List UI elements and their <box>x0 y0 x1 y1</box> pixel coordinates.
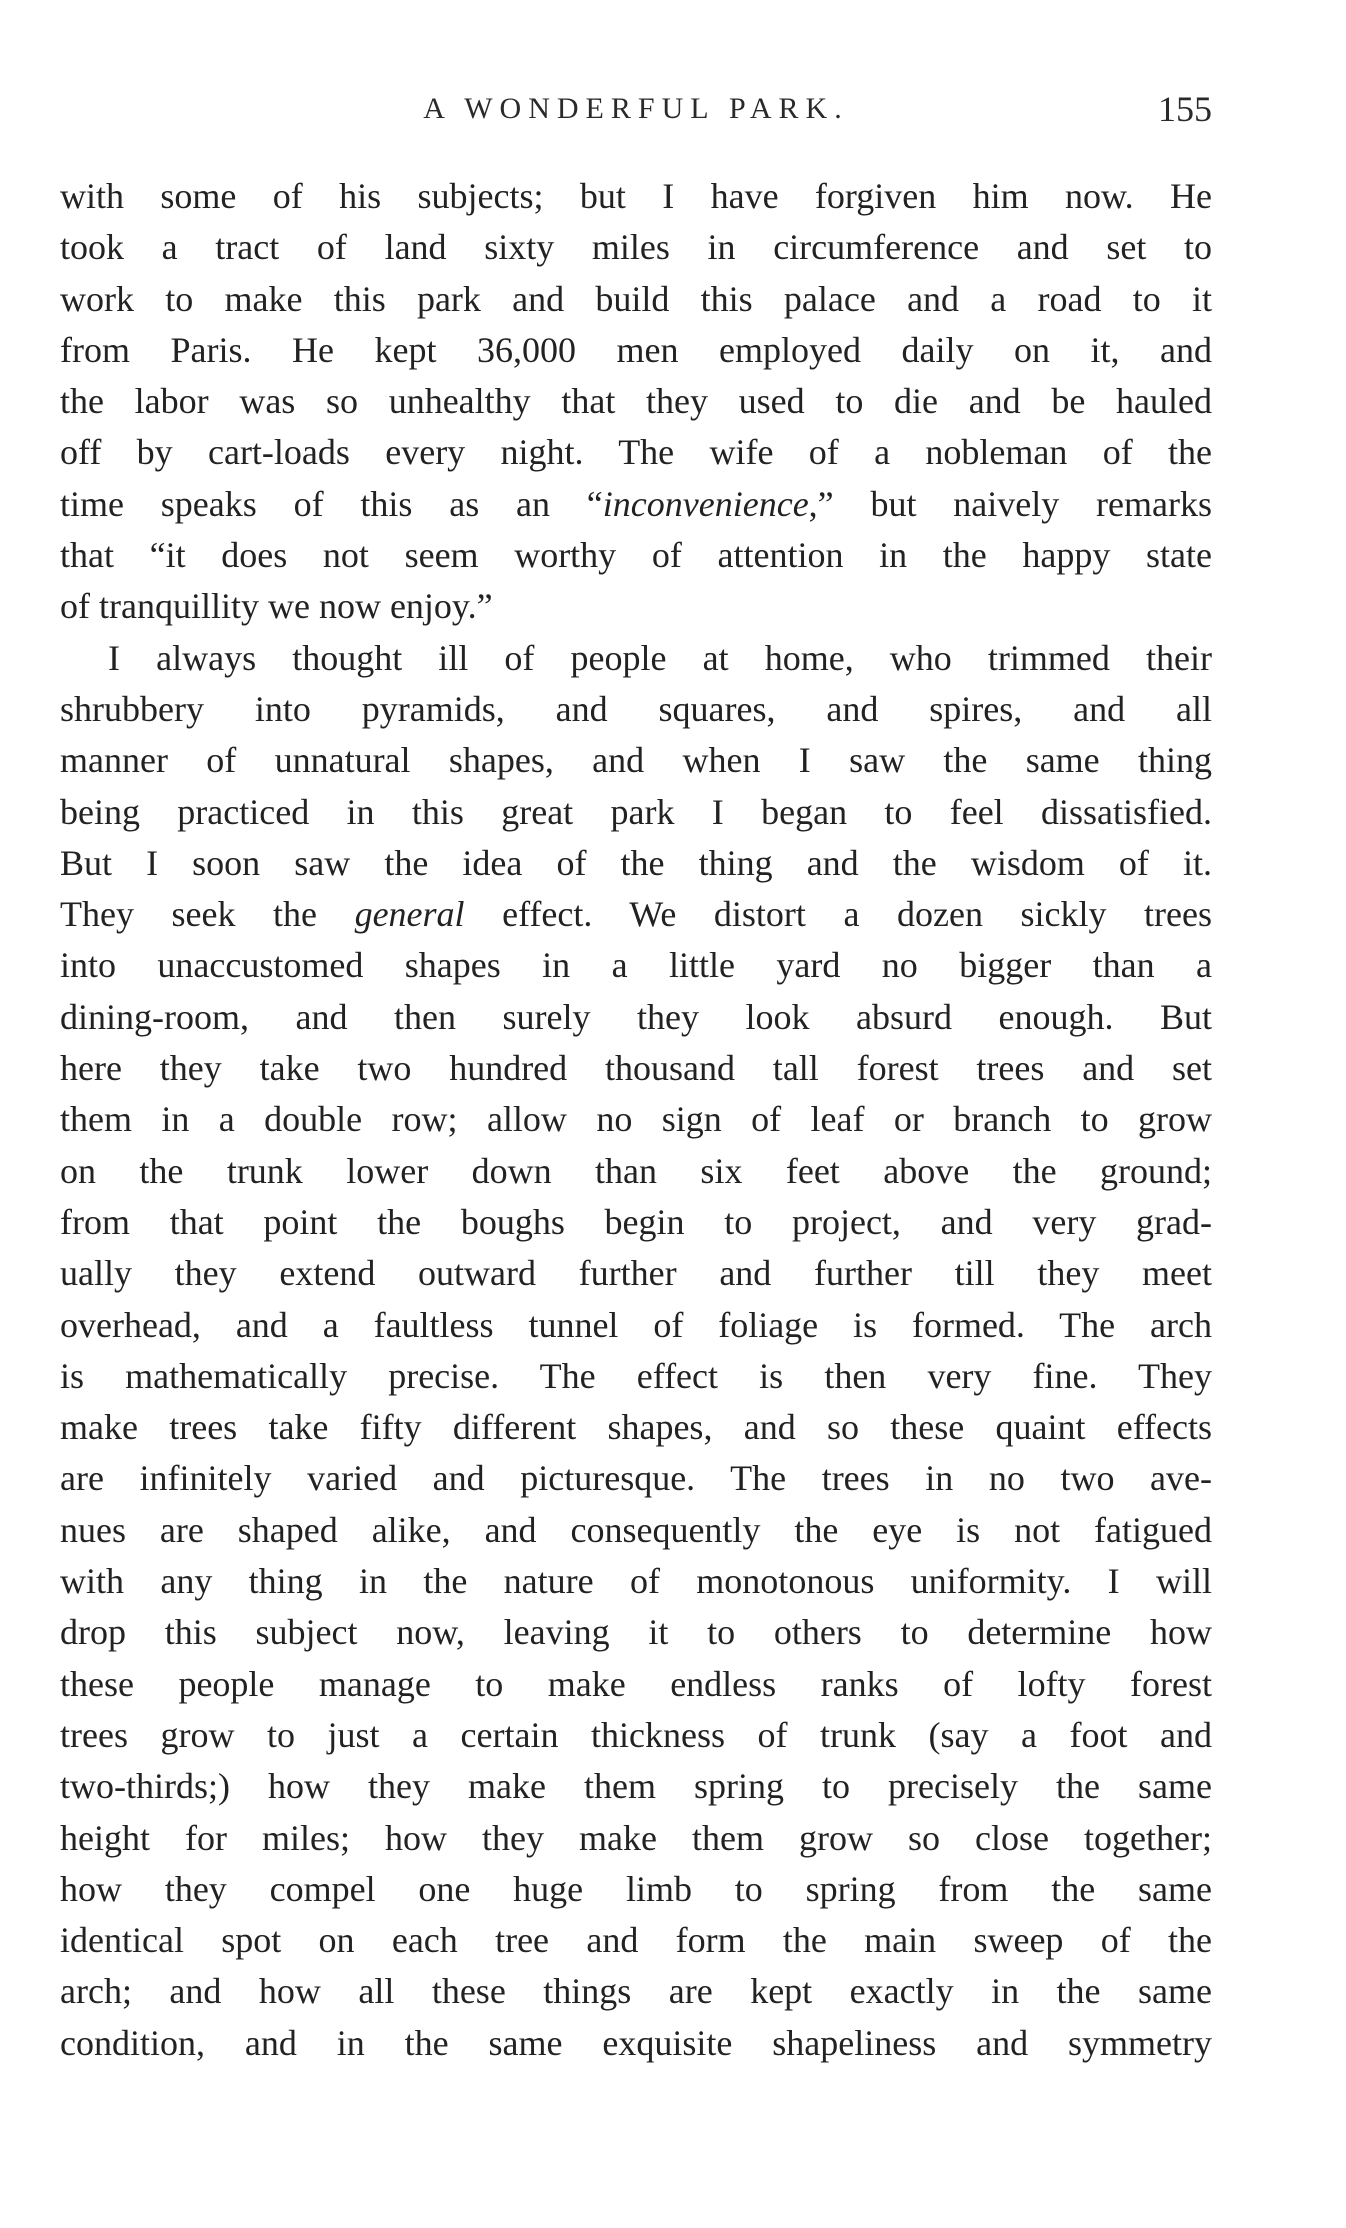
text-line: But I soon saw the idea of the thing and the wisdom of it. <box>60 842 1212 883</box>
text-line: make trees take fifty different shapes, and so these quaint effects <box>60 1407 1212 1448</box>
text-line: overhead, and a faultless tunnel of foliage is formed. The arch <box>60 1304 1212 1345</box>
paragraph-start-line: I always thought ill of people at home, who trimmed their <box>108 637 1212 678</box>
text-line: manner of unnatural shapes, and when I saw the same thing <box>60 740 1212 781</box>
text-line: into unaccustomed shapes in a little yard no bigger than a <box>60 945 1212 986</box>
text-line: here they take two hundred thousand tall forest trees and set <box>60 1048 1212 1089</box>
text-line: trees grow to just a certain thickness of trunk (say a foot and <box>60 1714 1212 1755</box>
text-segment: ,” but naively remarks <box>808 483 1212 524</box>
text-line: height for miles; how they make them grow so close together; <box>60 1817 1212 1858</box>
text-line <box>60 479 1212 530</box>
running-title: A WONDERFUL PARK. <box>423 92 849 125</box>
text-segment: time speaks of this as an “ <box>60 483 603 524</box>
text-line: off by cart-loads every night. The wife of a nobleman of the <box>60 432 1212 473</box>
text-line: identical spot on each tree and form the main sweep of the <box>60 1920 1212 1961</box>
italic-text: inconvenience <box>602 483 809 524</box>
text-line: is mathematically precise. The effect is then very fine. They <box>60 1355 1212 1396</box>
text-line <box>60 889 1212 940</box>
text-line: how they compel one huge limb to spring from the same <box>60 1868 1212 1909</box>
text-segment: They seek the <box>60 894 355 935</box>
text-line: being practiced in this great park I began to feel dissatisfied. <box>60 791 1212 832</box>
text-line: shrubbery into pyramids, and squares, and spires, and all <box>60 688 1212 729</box>
text-line: with some of his subjects; but I have forgiven him now. He <box>60 176 1212 216</box>
text-line: ually they extend outward further and further till they meet <box>60 1253 1212 1294</box>
text-line: are infinitely varied and picturesque. The trees in no two ave- <box>60 1458 1212 1499</box>
text-segment: effect. We distort a dozen sickly trees <box>464 894 1212 935</box>
page-header <box>60 89 1212 142</box>
text-line: arch; and how all these things are kept exactly in the same <box>60 1971 1212 2012</box>
text-line: these people manage to make endless ranks of lofty forest <box>60 1663 1212 1704</box>
text-line: on the trunk lower down than six feet above the ground; <box>60 1150 1212 1191</box>
text-line: work to make this park and build this palace and a road to it <box>60 278 1212 319</box>
text-line: from that point the boughs begin to project, and very grad- <box>60 1201 1212 1242</box>
text-line: two-thirds;) how they make them spring to precisely the same <box>60 1766 1212 1807</box>
text-line: the labor was so unhealthy that they used to die and be hauled <box>60 381 1212 422</box>
text-line: them in a double row; allow no sign of leaf or branch to grow <box>60 1099 1212 1140</box>
text-line: drop this subject now, leaving it to others to determine how <box>60 1612 1212 1653</box>
text-line: with any thing in the nature of monotonous uniformity. I will <box>60 1561 1212 1602</box>
text-line: condition, and in the same exquisite shapeliness and symmetry <box>60 2022 1212 2063</box>
italic-text: general <box>354 894 465 935</box>
paragraph-end-line: of tranquillity we now enjoy.” <box>60 586 493 627</box>
text-line: nues are shaped alike, and consequently the eye is not fatigued <box>60 1509 1212 1550</box>
text-line: took a tract of land sixty miles in circumference and set to <box>60 227 1212 268</box>
text-line: that “it does not seem worthy of attention in the happy state <box>60 535 1212 576</box>
text-line: dining-room, and then surely they look absurd enough. But <box>60 996 1212 1037</box>
page-number: 155 <box>1158 89 1212 129</box>
body-text <box>60 171 1212 2069</box>
text-line: from Paris. He kept 36,000 men employed daily on it, and <box>60 329 1212 370</box>
